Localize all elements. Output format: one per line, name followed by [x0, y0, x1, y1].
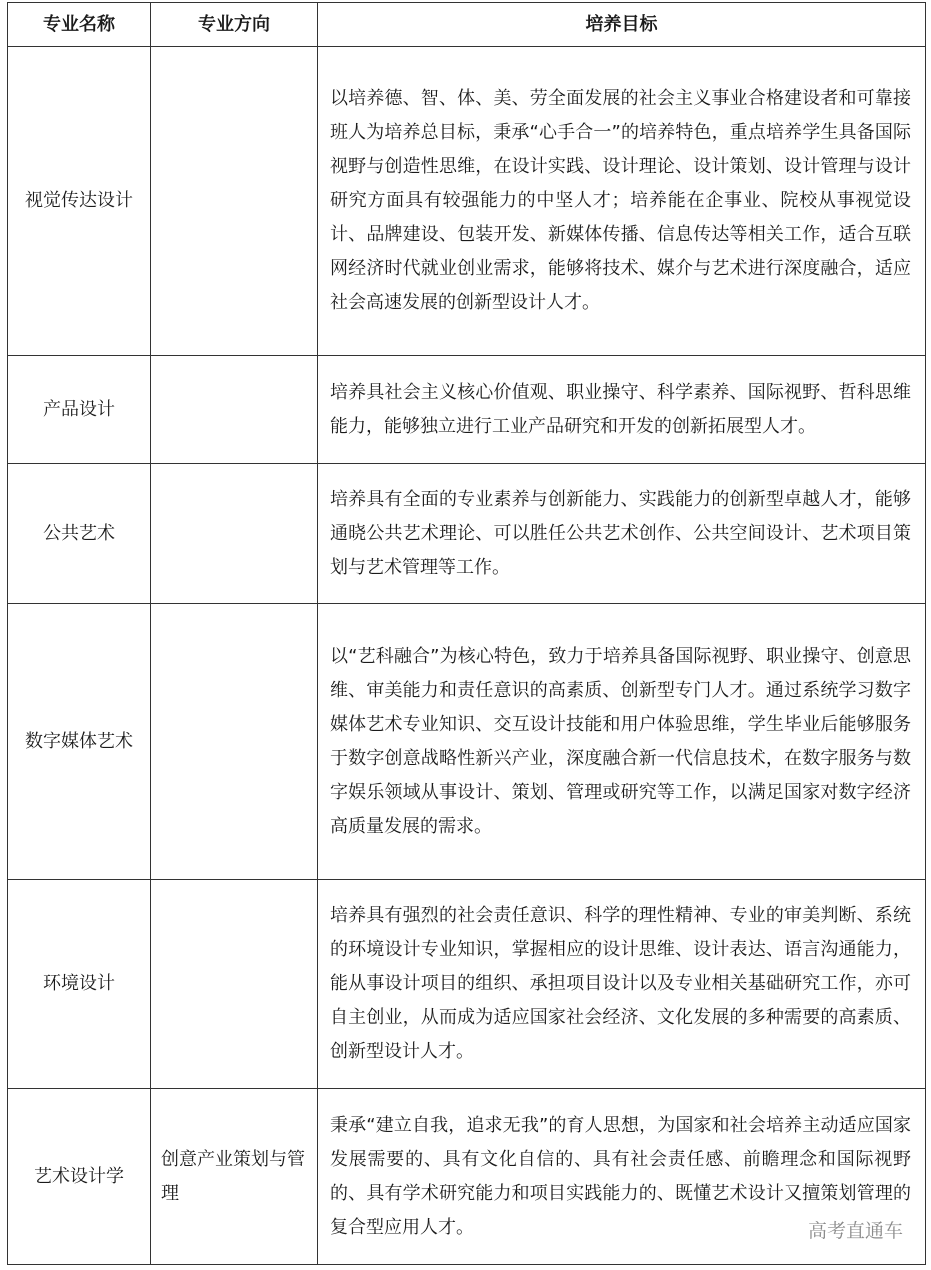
major-name-cell: 公共艺术 — [8, 464, 151, 604]
table-row — [8, 464, 926, 604]
major-table — [7, 2, 926, 1265]
training-goal-cell: 培养具有强烈的社会责任意识、科学的理性精神、专业的审美判断、系统的环境设计专业知识，掌握相应的设计思维、设计表达、语言沟通能力，能从事设计项目的组织、承担项目设计以及专业相关基础研究工作，亦可自主创业，从而成为适应国家社会经济、文化发展的多种需要的高素质、创新型设计人才。 — [318, 880, 926, 1089]
table-row — [8, 880, 926, 1089]
header-major-direction: 专业方向 — [151, 3, 318, 47]
major-name-cell: 数字媒体艺术 — [8, 604, 151, 880]
header-major-name: 专业名称 — [8, 3, 151, 47]
table-row — [8, 356, 926, 464]
header-training-goal: 培养目标 — [318, 3, 926, 47]
table-row — [8, 47, 926, 356]
major-name-cell: 视觉传达设计 — [8, 47, 151, 356]
table-row — [8, 1089, 926, 1265]
major-name-cell: 艺术设计学 — [8, 1089, 151, 1265]
training-goal-cell: 以“艺科融合”为核心特色，致力于培养具备国际视野、职业操守、创意思维、审美能力和责任意识的高素质、创新型专门人才。通过系统学习数字媒体艺术专业知识、交互设计技能和用户体验思维，学生毕业后能够服务于数字创意战略性新兴产业，深度融合新一代信息技术，在数字服务与数字娱乐领域从事设计、策划、管理或研究等工作，以满足国家对数字经济高质量发展的需求。 — [318, 604, 926, 880]
watermark-text: 高考直通车 — [807, 1220, 903, 1242]
major-direction-cell — [151, 604, 318, 880]
table-row — [8, 604, 926, 880]
table-header-row — [8, 3, 926, 47]
major-direction-cell: 创意产业策划与管理 — [151, 1089, 318, 1265]
major-name-cell: 产品设计 — [8, 356, 151, 464]
training-goal-cell: 以培养德、智、体、美、劳全面发展的社会主义事业合格建设者和可靠接班人为培养总目标，秉承“心手合一”的培养特色，重点培养学生具备国际视野与创造性思维，在设计实践、设计理论、设计策划、设计管理与设计研究方面具有较强能力的中坚人才；培养能在企事业、院校从事视觉设计、品牌建设、包装开发、新媒体传播、信息传达等相关工作，适合互联网经济时代就业创业需求，能够将技术、媒介与艺术进行深度融合，适应社会高速发展的创新型设计人才。 — [318, 47, 926, 356]
major-direction-cell — [151, 880, 318, 1089]
training-goal-cell: 培养具社会主义核心价值观、职业操守、科学素养、国际视野、哲科思维能力，能够独立进行工业产品研究和开发的创新拓展型人才。 — [318, 356, 926, 464]
training-goal-cell: 培养具有全面的专业素养与创新能力、实践能力的创新型卓越人才，能够通晓公共艺术理论、可以胜任公共艺术创作、公共空间设计、艺术项目策划与艺术管理等工作。 — [318, 464, 926, 604]
major-name-cell: 环境设计 — [8, 880, 151, 1089]
major-direction-cell — [151, 356, 318, 464]
major-direction-cell — [151, 464, 318, 604]
major-direction-cell — [151, 47, 318, 356]
training-goal-cell: 秉承“建立自我，追求无我”的育人思想，为国家和社会培养主动适应国家发展需要的、具有文化自信的、具有社会责任感、前瞻理念和国际视野的、具有学术研究能力和项目实践能力的、既懂艺术设计又擅策划管理的复合型应用人才。 — [318, 1089, 926, 1265]
